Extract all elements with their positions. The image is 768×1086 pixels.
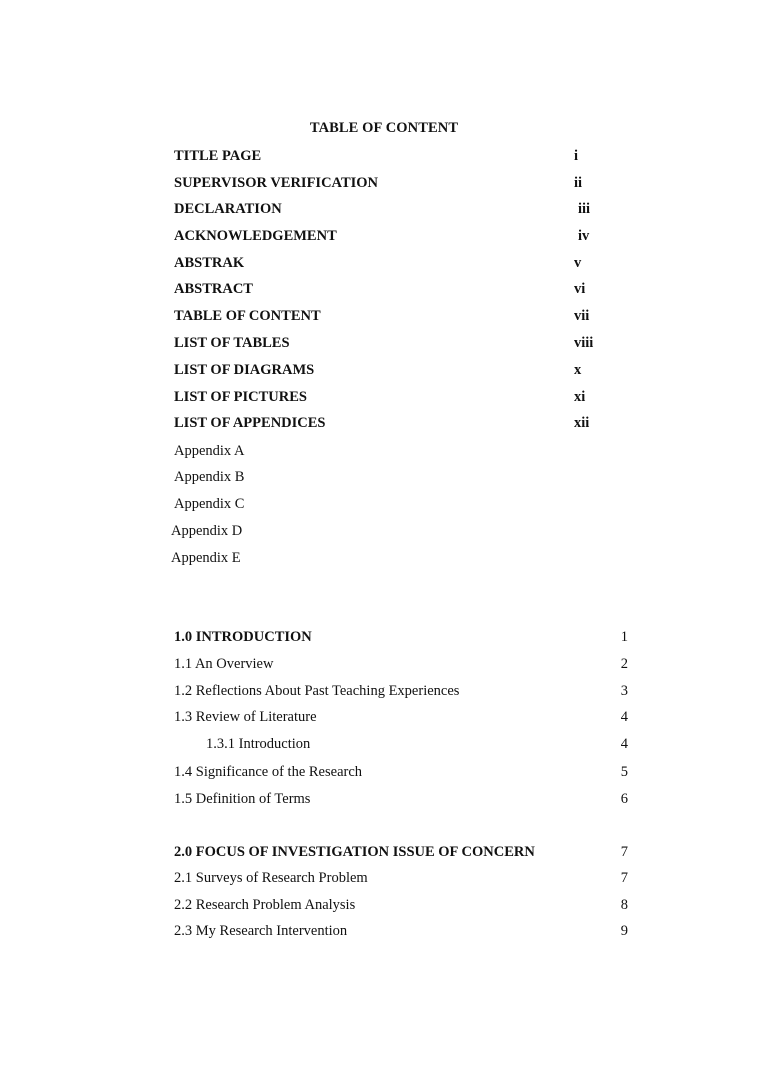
toc-entry-2-3: 2.3 My Research Intervention <box>174 923 348 939</box>
toc-page-number: v <box>574 255 582 271</box>
toc-appendix-a: Appendix A <box>174 443 245 459</box>
toc-page-number: iii <box>578 201 591 217</box>
toc-title: TABLE OF CONTENT <box>309 120 459 136</box>
toc-entry-1-1: 1.1 An Overview <box>174 656 274 672</box>
toc-page-number: 7 <box>620 870 628 886</box>
toc-page-number: 8 <box>620 897 628 913</box>
toc-page-number: vii <box>574 308 590 324</box>
toc-appendix-d: Appendix D <box>171 523 243 539</box>
toc-page-number: xi <box>574 389 586 405</box>
toc-page-number: i <box>574 148 579 164</box>
toc-entry-supervisor-verification: SUPERVISOR VERIFICATION <box>174 175 379 191</box>
toc-appendix-c: Appendix C <box>174 496 245 512</box>
toc-entry-1-3: 1.3 Review of Literature <box>174 709 317 725</box>
toc-page-number: xii <box>574 415 590 431</box>
toc-page-number: 1 <box>620 629 628 645</box>
toc-entry-list-of-diagrams: LIST OF DIAGRAMS <box>174 362 315 378</box>
toc-appendix-e: Appendix E <box>171 550 241 566</box>
toc-chapter-1-heading: 1.0 INTRODUCTION <box>174 629 312 645</box>
toc-page-number: 4 <box>620 736 628 752</box>
toc-page-number: 7 <box>620 844 628 860</box>
toc-entry-1-3-1: 1.3.1 Introduction <box>206 736 311 752</box>
toc-entry-list-of-tables: LIST OF TABLES <box>174 335 290 351</box>
toc-entry-title-page: TITLE PAGE <box>174 148 262 164</box>
toc-entry-1-4: 1.4 Significance of the Research <box>174 764 363 780</box>
toc-entry-list-of-appendices: LIST OF APPENDICES <box>174 415 326 431</box>
toc-entry-declaration: DECLARATION <box>174 201 282 217</box>
toc-entry-table-of-content: TABLE OF CONTENT <box>174 308 321 324</box>
toc-chapter-2-heading: 2.0 FOCUS OF INVESTIGATION ISSUE OF CONCERN <box>174 844 535 860</box>
toc-page-number: 5 <box>620 764 628 780</box>
toc-page-number: vi <box>574 281 586 297</box>
toc-entry-abstract: ABSTRACT <box>174 281 253 297</box>
toc-page-number: 4 <box>620 709 628 725</box>
toc-entry-1-2: 1.2 Reflections About Past Teaching Experiences <box>174 683 460 699</box>
toc-entry-acknowledgement: ACKNOWLEDGEMENT <box>174 228 337 244</box>
toc-page-number: x <box>574 362 582 378</box>
toc-page-number: 9 <box>620 923 628 939</box>
toc-page-number: ii <box>574 175 583 191</box>
toc-page-number: viii <box>574 335 594 351</box>
toc-page-number: iv <box>578 228 590 244</box>
toc-entry-list-of-pictures: LIST OF PICTURES <box>174 389 307 405</box>
toc-appendix-b: Appendix B <box>174 469 245 485</box>
toc-entry-2-2: 2.2 Research Problem Analysis <box>174 897 356 913</box>
toc-entry-1-5: 1.5 Definition of Terms <box>174 791 311 807</box>
toc-page-number: 3 <box>620 683 628 699</box>
toc-entry-abstrak: ABSTRAK <box>174 255 245 271</box>
toc-page-number: 6 <box>620 791 628 807</box>
toc-page-number: 2 <box>620 656 628 672</box>
toc-entry-2-1: 2.1 Surveys of Research Problem <box>174 870 368 886</box>
